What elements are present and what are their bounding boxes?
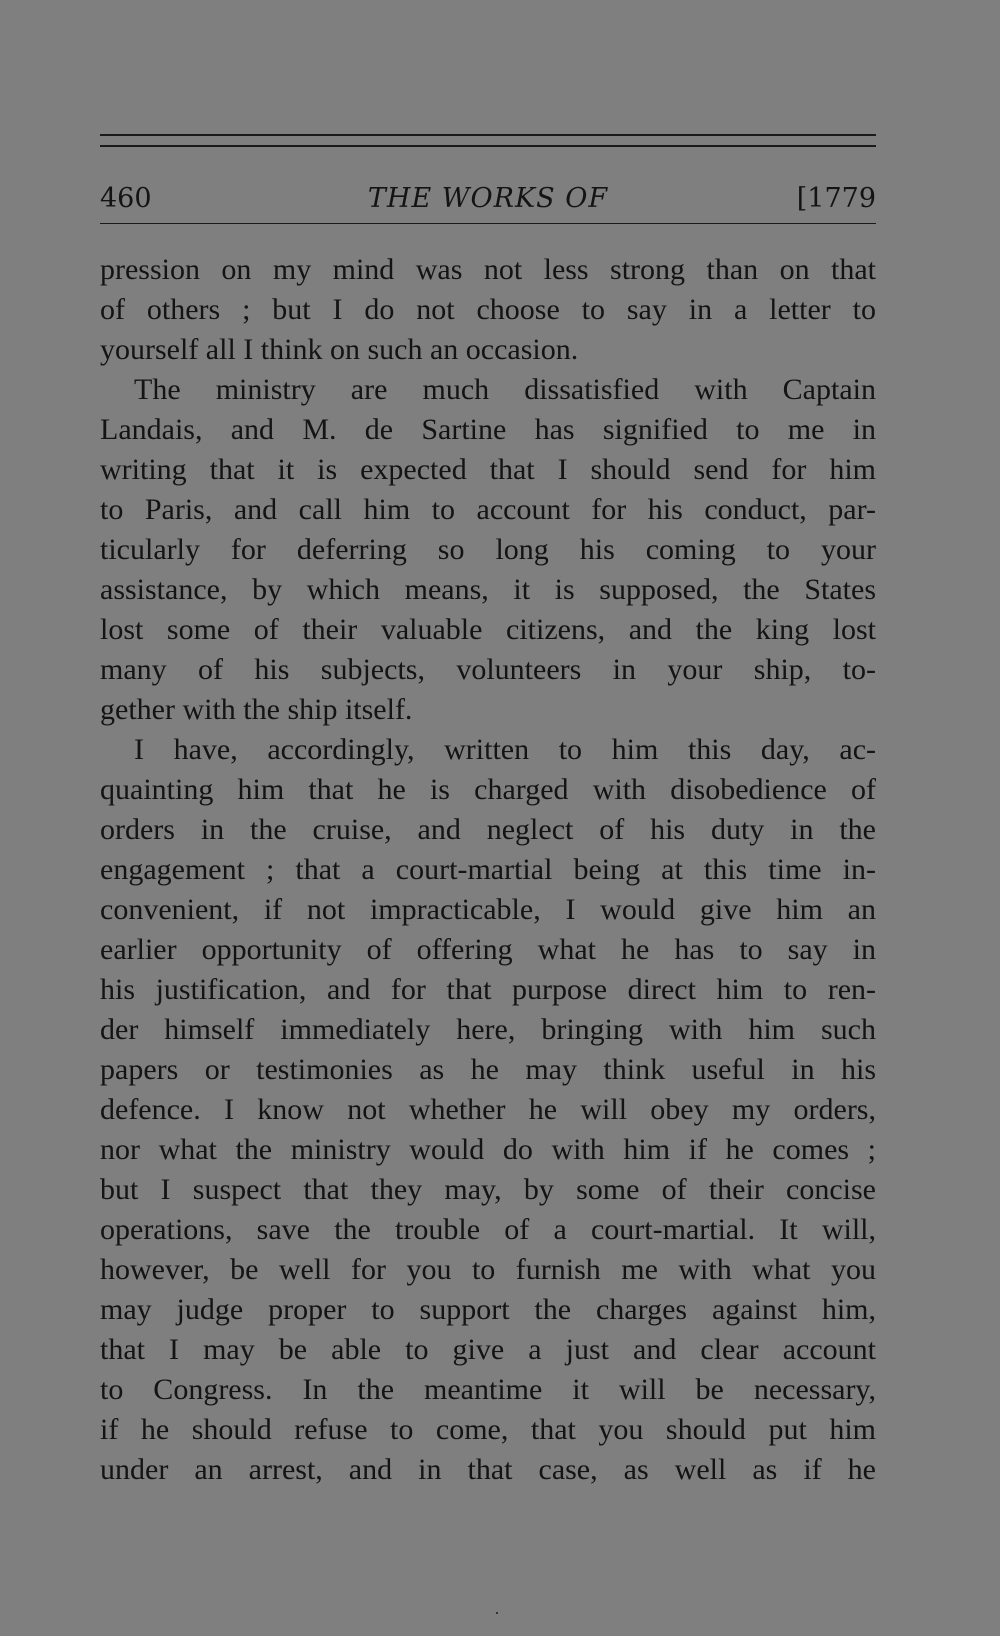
text-line: may judge proper to support the charges against him,	[100, 1293, 876, 1326]
year-label: [1779	[796, 183, 876, 214]
header-double-rule	[100, 134, 876, 147]
page-number: 460	[100, 183, 152, 214]
running-title: THE WORKS OF	[367, 183, 609, 214]
text-line: many of his subjects, volunteers in your ship, to-	[100, 653, 876, 686]
text-line: but I suspect that they may, by some of their concise	[100, 1173, 876, 1206]
text-line: however, be well for you to furnish me with what you	[100, 1253, 876, 1286]
text-line: nor what the ministry would do with him if he comes ;	[100, 1133, 876, 1166]
text-line: I have, accordingly, written to him this day, ac-	[134, 733, 876, 766]
text-line: engagement ; that a court-martial being at this time in-	[100, 853, 876, 886]
text-line: Landais, and M. de Sartine has signified to me in	[100, 413, 876, 446]
text-line: defence. I know not whether he will obey my orders,	[100, 1093, 876, 1126]
text-line: to Paris, and call him to account for his conduct, par-	[100, 493, 876, 526]
text-line: writing that it is expected that I should send for him	[100, 453, 876, 486]
text-line: that I may be able to give a just and clear account	[100, 1333, 876, 1366]
text-line: if he should refuse to come, that you should put him	[100, 1413, 876, 1446]
text-line: convenient, if not impracticable, I would give him an	[100, 893, 876, 926]
running-head	[100, 169, 876, 229]
text-line: yourself all I think on such an occasion.	[100, 333, 579, 366]
text-line: lost some of their valuable citizens, and the king lost	[100, 613, 876, 646]
text-line: earlier opportunity of offering what he has to say in	[100, 933, 876, 966]
text-line: his justification, and for that purpose direct him to ren-	[100, 973, 876, 1006]
text-line: der himself immediately here, bringing with him such	[100, 1013, 876, 1046]
text-line: ticularly for deferring so long his coming to your	[100, 533, 876, 566]
text-line: orders in the cruise, and neglect of his duty in the	[100, 813, 876, 846]
text-line: quainting him that he is charged with disobedience of	[100, 773, 876, 806]
book-page	[100, 134, 876, 1490]
text-line: gether with the ship itself.	[100, 693, 413, 726]
footer-mark	[496, 1612, 498, 1614]
text-line: pression on my mind was not less strong than on that	[100, 253, 876, 286]
text-line: assistance, by which means, it is supposed, the States	[100, 573, 876, 606]
text-line: The ministry are much dissatisfied with Captain	[134, 373, 876, 406]
text-line: to Congress. In the meantime it will be necessary,	[100, 1373, 876, 1406]
text-line: of others ; but I do not choose to say in a letter to	[100, 293, 876, 326]
text-line: papers or testimonies as he may think useful in his	[100, 1053, 876, 1086]
text-line: operations, save the trouble of a court-martial. It will,	[100, 1213, 876, 1246]
text-line: under an arrest, and in that case, as well as if he	[100, 1453, 876, 1486]
body-text	[100, 250, 876, 1490]
